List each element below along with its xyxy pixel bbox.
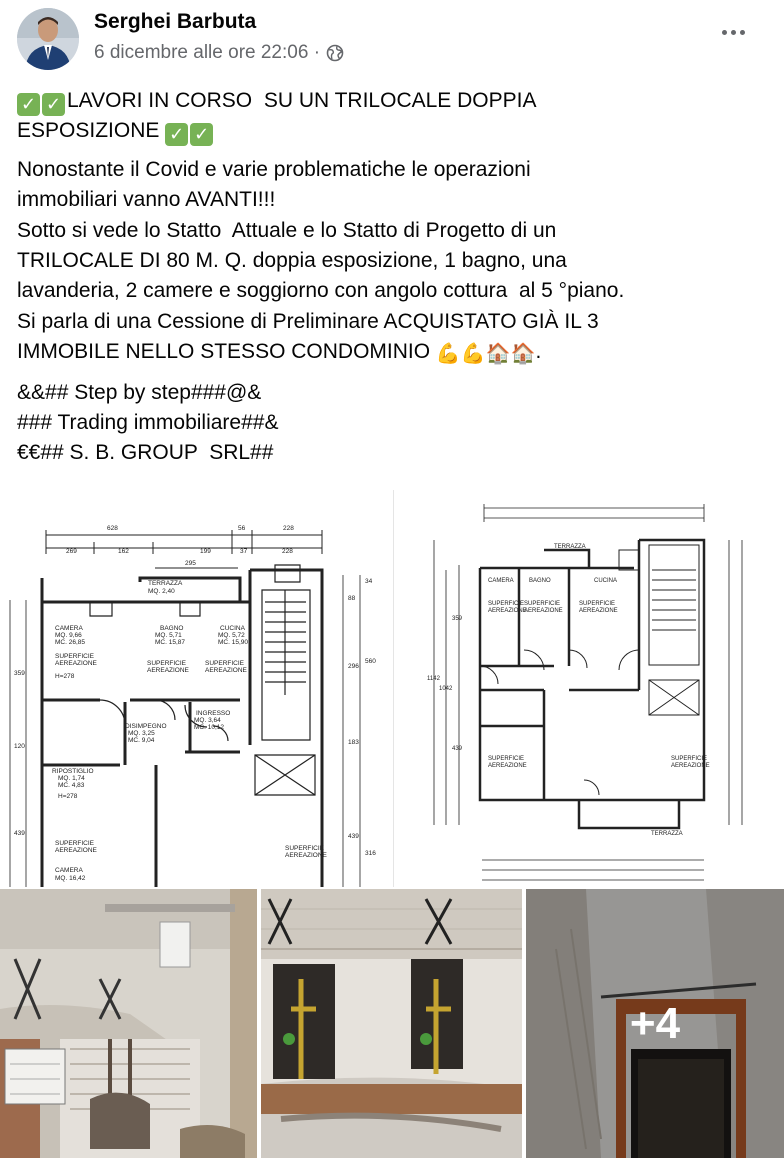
plan-dim: 162 [118,548,129,555]
room-label: AEREAZIONE [671,763,710,769]
room-label: AEREAZIONE [55,847,97,854]
room-label: DISIMPEGNO [125,723,167,730]
hashtag-line: &&## Step by step###@& [17,380,262,404]
plan-dim: 183 [348,739,359,746]
room-label: AEREAZIONE [285,852,327,859]
hashtag-line: ### Trading immobiliare##& [17,411,279,435]
plan-dim: 56 [238,525,246,532]
post-meta [94,42,344,64]
plan-dim: 359 [14,670,25,677]
room-label: SUPERFICIE [488,756,525,762]
room-label: MQ. 5,72 [218,632,245,639]
room-label: TERRAZZA [148,580,183,587]
plan-dim: 296 [348,663,359,670]
plan-dim: 316 [365,850,376,857]
room-label: SUPERFICIE [524,601,561,607]
white-check-mark-icon: ✓ [42,93,65,116]
plan-dim: 88 [348,595,356,602]
plan-dim: 359 [452,616,463,622]
avatar[interactable] [17,8,79,70]
plan-dim: 34 [365,578,373,585]
room-label: MC. 10,12 [194,724,224,731]
room-label: H=278 [55,673,75,680]
room-label: AEREAZIONE [205,667,247,674]
plan-dim: 120 [14,743,25,750]
post-body-line: TRILOCALE DI 80 M. Q. doppia esposizione, 1 bagno, una [17,249,567,273]
post-title [17,86,767,147]
room-label: CAMERA [55,625,83,632]
room-label: AEREAZIONE [579,608,618,614]
hashtag-line: €€## S. B. GROUP SRL## [17,441,274,465]
room-label: CAMERA [488,578,514,584]
room-label: SUPERFICIE [579,601,616,607]
gallery-photo-3[interactable] [526,889,784,1158]
plan-dim: 439 [14,830,25,837]
room-label: SUPERFICIE [488,601,525,607]
room-label: BAGNO [160,625,184,632]
renovation-photo-plumbing [261,889,522,1158]
post-body-line: IMMOBILE NELLO STESSO CONDOMINIO [17,340,431,364]
room-label: AEREAZIONE [524,608,563,614]
floor-plan-current[interactable] [0,490,390,887]
room-label: CUCINA [594,578,618,584]
post-body-end: . [535,340,542,364]
plan-dim: 269 [66,548,77,555]
floor-plan-current-drawing [0,490,390,887]
room-label: SUPERFICIE [55,653,95,660]
more-photos-overlay[interactable]: +4 [526,889,784,1158]
room-label: INGRESSO [196,710,231,717]
post-title-line1: LAVORI IN CORSO SU UN TRILOCALE DOPPIA [67,89,537,112]
room-label: AEREAZIONE [147,667,189,674]
post-body-line: lavanderia, 2 camere e soggiorno con angolo cottura al 5 °piano. [17,279,625,303]
post-hashtags [17,378,767,469]
post-body-line: Sotto si vede lo Statto Attuale e lo Statto di Progetto di un [17,218,557,242]
post-body-line: immobiliari vanno AVANTI!!! [17,188,276,212]
room-label: MC. 15,87 [155,639,185,646]
gallery-photo-2[interactable] [261,889,522,1158]
room-label: SUPERFICIE [285,845,325,852]
avatar-photo [17,8,79,70]
room-label: SUPERFICIE [205,660,245,667]
room-label: MQ. 9,66 [55,632,82,639]
globe-icon [326,44,344,62]
room-label: RIPOSTIGLIO [52,768,94,775]
plan-dim: 439 [452,746,463,752]
post-header [0,0,784,80]
room-label: SUPERFICIE [55,840,95,847]
renovation-photo-wall [0,889,257,1158]
photo-gallery [0,490,784,1160]
floor-plan-project[interactable] [393,490,784,887]
room-label: CUCINA [220,625,245,632]
plan-dim: 295 [185,560,196,567]
post-text [17,86,767,469]
white-check-mark-icon: ✓ [165,123,188,146]
room-label: TERRAZZA [554,544,586,550]
plan-dim: 228 [283,525,294,532]
room-label: SUPERFICIE [147,660,187,667]
room-label: MC. 9,04 [128,737,155,744]
plan-dim: 228 [282,548,293,555]
room-label: TERRAZZA [651,831,683,837]
post-body [17,155,767,370]
plan-dim: 439 [348,833,359,840]
white-check-mark-icon: ✓ [17,93,40,116]
room-label: AEREAZIONE [488,763,527,769]
plan-dim: 628 [107,525,118,532]
plan-dim: 560 [365,658,376,665]
plan-dim: 37 [240,548,248,555]
post-body-line: Nonostante il Covid e varie problematiche le operazioni [17,157,531,181]
room-label: AEREAZIONE [55,660,97,667]
floor-plan-project-drawing [394,490,784,887]
room-label: MQ. 16,42 [55,875,86,882]
room-label: MQ. 2,40 [148,588,175,595]
more-options-icon[interactable] [720,22,750,42]
room-label: BAGNO [529,578,551,584]
room-label: MQ. 5,71 [155,632,182,639]
room-label: MC. 26,85 [55,639,85,646]
room-label: AEREAZIONE [488,608,527,614]
house-icon: 🏠 [485,343,511,366]
post-title-line2: ESPOSIZIONE [17,119,160,143]
room-label: MC. 4,83 [58,782,85,789]
white-check-mark-icon: ✓ [190,123,213,146]
flexed-biceps-icon: 💪 [460,343,486,366]
plan-dim: 1042 [439,686,453,692]
house-icon: 🏠 [510,343,536,366]
room-label: MQ. 3,64 [194,717,221,724]
post-timestamp[interactable]: 6 dicembre alle ore 22:06 · [94,42,321,63]
plan-dim: 199 [200,548,211,555]
room-label: MQ. 1,74 [58,775,85,782]
post-body-line: Si parla di una Cessione di Preliminare ACQUISTATO GIÀ IL 3 [17,309,599,333]
author-name[interactable]: Serghei Barbuta [94,10,257,33]
gallery-photo-1[interactable] [0,889,257,1158]
room-label: MC. 15,90 [218,639,248,646]
room-label: CAMERA [55,867,83,874]
room-label: MQ. 3,25 [128,730,155,737]
room-label: H=278 [58,793,78,800]
plan-dim: 1142 [427,676,440,682]
flexed-biceps-icon: 💪 [435,343,461,366]
room-label: SUPERFICIE [671,756,708,762]
